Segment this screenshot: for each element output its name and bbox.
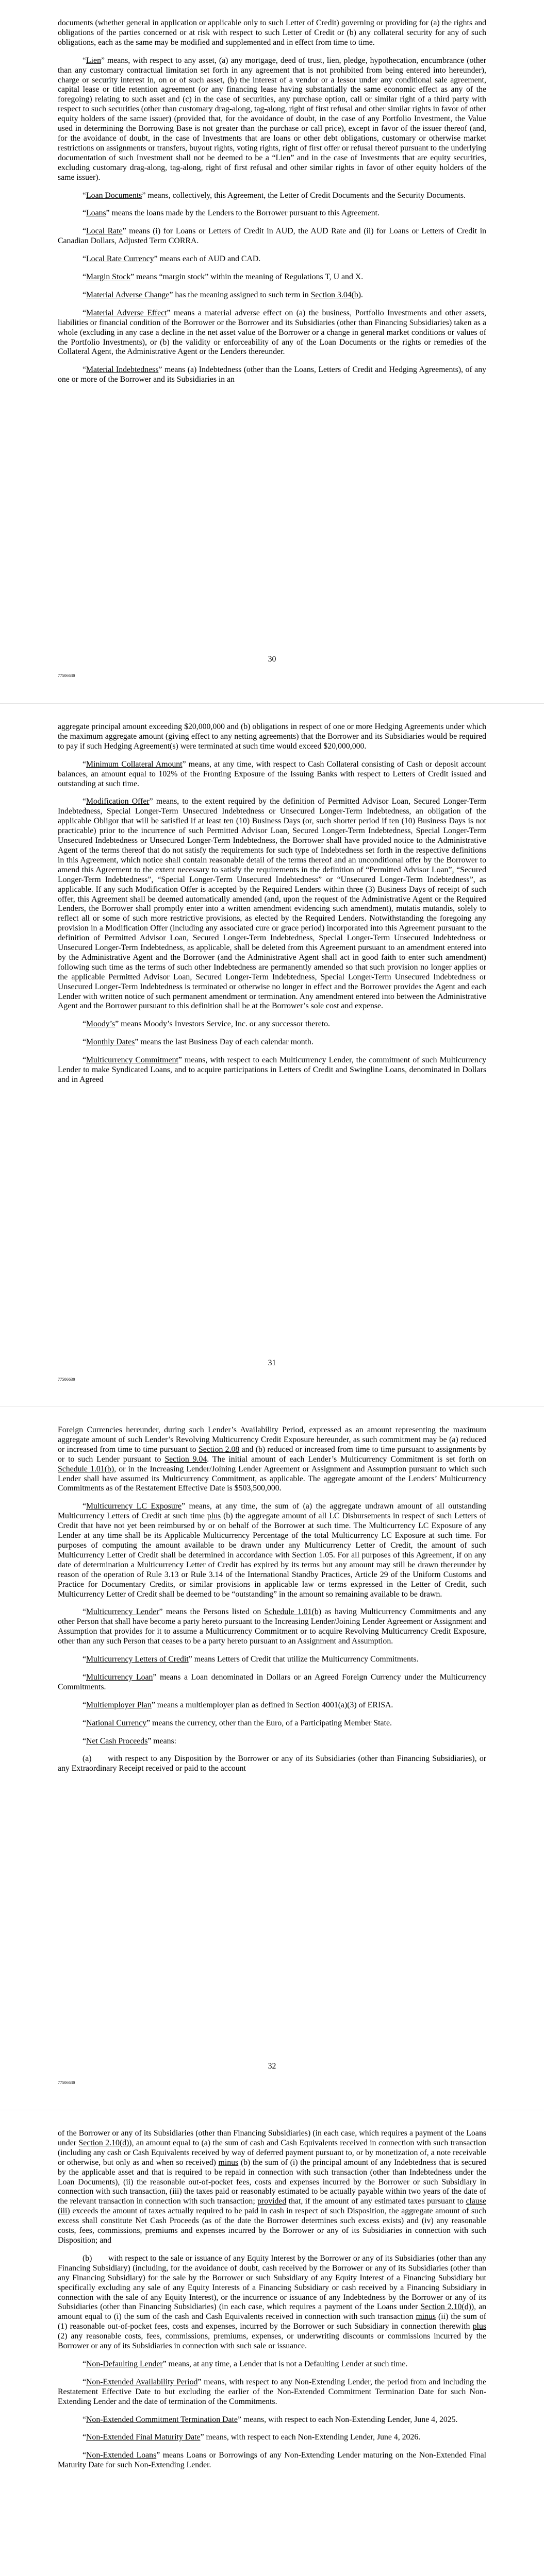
underlined-term: Material Adverse Effect [86,308,167,317]
text-run: “ [83,1718,87,1727]
definition-paragraph [58,56,486,183]
definition-paragraph [58,1502,486,1599]
text-run: as having Multicurrency Commitments and any other Person that shall have become a party hereto pursuant to the Increasing Lender/Joining Lender Agreement or Assignment and Assumption that provides for it to assume a Multicurrency Commitment or to acquire Revolving Multicurrency Credit Exposure, other than any such Person that ceases to be a party hereto pursuant to an Assignment and Assumption. [58,1607,486,1646]
definition-paragraph [58,365,486,385]
text-run: ” means the loans made by the Lenders to the Borrower pursuant to this Agreement. [106,209,380,218]
text-run: “ [83,56,87,65]
document-id: 77506630 [58,1377,75,1382]
underlined-term: Local Rate Currency [86,255,154,264]
underlined-term: Section 2.10(d) [420,2302,471,2312]
page-32 [0,1406,544,2110]
body-paragraph [58,1426,486,1494]
definition-paragraph [58,1655,486,1665]
underlined-term: Section 2.10(d) [78,2138,129,2147]
definition-paragraph [58,209,486,218]
text-run: “ [83,1056,87,1065]
text-run: aggregate principal amount exceeding $20,000,000 and (b) obligations in respect of one or more Hedging Agreements under which the maximum aggregate amount (giving effect to any netting agreements) that the Borrower and its Subsidiaries would be required to pay if such Hedging Agreement(s) were terminated at such time would exceed $20,000,000. [58,722,486,751]
text-run: “ [83,209,87,218]
underlined-term: Loans [86,209,106,218]
definition-paragraph [58,227,486,246]
text-run: ” means Moody’s Investors Service, Inc. or any successor thereto. [115,1020,330,1029]
definition-paragraph [58,1056,486,1085]
text-run: . [361,290,363,299]
definition-paragraph [58,191,486,201]
underlined-term: plus [472,2322,486,2331]
text-run: that, if the amount of any estimated taxes pursuant to [286,2197,466,2206]
text-run: ” means, at any time, a Lender that is not a Defaulting Lender at such time. [162,2359,408,2368]
body-paragraph [58,19,486,48]
text-run: ” means “margin stock” within the meaning of Regulations T, U and X. [130,273,364,282]
text-run: (a) with respect to any Disposition by the Borrower or any of its Subsidiaries (other than Financing Subsidiaries), or any Extraordinary Receipt received or paid to the account [58,1754,486,1773]
underlined-term: Multicurrency Commitment [86,1056,178,1065]
text-run: ” means, with respect to any Non-Extending Lender, the period from and including the Restatement Effective Date to but excluding the earlier of the Non-Extended Commitment Termination Date for such Non-Extending Lender and the date of termination of the Commitments. [58,2377,486,2406]
definition-paragraph [58,2433,486,2443]
body-paragraph [58,722,486,752]
text-run: “ [83,308,87,317]
definition-paragraph [58,1673,486,1692]
text-run: ” means, with respect to each Multicurrency Lender, the commitment of such Multicurrency Lender to make Syndicated Loans, and to acquire participations in Letters of Credit and Swingline Loans, denominated in Dollars and in Agreed [58,1056,487,1084]
underlined-term: Multicurrency LC Exposure [86,1502,182,1511]
underlined-term: Multicurrency Lender [86,1607,159,1617]
definition-paragraph [58,1607,486,1647]
text-run: of the Borrower or any of its Subsidiaries (other than Financing Subsidiaries) (in each case, which requires a payment of the Loans under [58,2129,486,2147]
underlined-term: minus [218,2158,239,2167]
underlined-term: Multicurrency Loan [86,1672,153,1682]
text-run: “ [83,2377,87,2386]
text-run: “ [83,191,87,200]
text-run: ” means, with respect to each Non-Extending Lender, June 4, 2026. [200,2433,421,2442]
underlined-term: Schedule 1.01(b) [264,1607,322,1617]
underlined-term: Lien [86,56,101,65]
text-run: ” means, to the extent required by the definition of Permitted Advisor Loan, Secured Longer-Term Indebtedness, Special Longer-Term Unsecured Indebtedness or Unsecured Longer-Term Indebtedness, an obligation of the applicable Obligor that will be satisfied if at least ten (10) Business Days (or, such shorter period if ten (10) Business Days is not practicable) prior to the incurrence of such Permitted Advisor Loan, Secured Longer-Term Indebtedness, Special Longer-Term Unsecured Indebtedness or Unsecured Longer-Term Indebtedness, the Borrower shall have provided notice to the Administrative Agent of the terms thereof that do not satisfy the requirements for such type of Indebtedness set forth in the respective definitions in this Agreement, which notice shall contain reasonable detail of the terms thereof and an unconditional offer by the Borrower to amend this Agreement to the extent necessary to satisfy the requirements in the definition of “Permitted Advisor Loan”, “Secured Longer-Term Indebtedness”, “Special Longer-Term Unsecured Indebtedness” or “Unsecured Longer-Term Indebtedness”, as applicable. If any such Modification Offer is accepted by the Required Lenders within three (3) Business Days of receipt of such offer, this Agreement shall be deemed automatically amended (and, upon the request of the Administrative Agent or the Required Lenders, the Borrower shall promptly enter into a written amendment evidencing such amendment), mutatis mutandis, solely to reflect all or some of such more restrictive provisions, as elected by the Required Lenders. Notwithstanding the foregoing any provision in a Modification Offer (including any associated cure or grace period) incorporated into this Agreement pursuant to the definition of Permitted Advisor Loan, Secured Longer-Term Indebtedness, Special Longer-Term Unsecured Indebtedness or Unsecured Longer-Term Indebtedness, as applicable, shall be deleted from this Agreement pursuant to an amendment entered into by the Administrative Agent and the Borrower (and the Administrative Agent shall act in good faith to enter such amendment) following such time as the terms of such other Indebtedness are permanently amended so that such provision no longer applies or the applicable Permitted Advisor Loan, Secured Longer-Term Indebtedness, Special Longer-Term Unsecured Indebtedness or Unsecured Longer-Term Indebtedness is terminated or otherwise no longer in effect and the Borrower provides the Agent and each Lender with written notice of such permanent amendment or termination. Any amendment entered into between the Administrative Agent and the Borrower pursuant to this definition shall be at the Borrower’s sole cost and expense. [58,797,486,1011]
text-run: ” means a material adverse effect on (a) the business, Portfolio Investments and other assets, liabilities or financial condition of the Borrower or the Borrower and its Subsidiaries (other than Financing Subsidiaries) taken as a whole (excluding in any case a decline in the net asset value of the Borrower or a change in general market conditions or values of the Portfolio Investments), or (b) the validity or enforceability of any of the Loan Documents or the rights or remedies of the Collateral Agent, the Administrative Agent or the Lenders thereunder. [58,308,486,357]
text-run: Foreign Currencies hereunder, during such Lender’s Availability Period, expressed as an amount representing the maximum aggregate amount of such Lender’s Revolving Multicurrency Credit Exposure hereunder, as such commitment may be (a) reduced or increased from time to time pursuant to [58,1426,486,1454]
underlined-term: plus [207,1512,221,1521]
text-run: (ii) the sum of (1) reasonable out-of-pocket fees, costs and expenses, incurred by the Borrower or such Subsidiary in connection therewith [58,2312,486,2331]
underlined-term: Non-Extended Loans [86,2451,157,2460]
definition-paragraph [58,2451,486,2470]
text-run: ” means Letters of Credit that utilize the Multicurrency Commitments. [188,1655,419,1664]
underlined-term: Material Indebtedness [86,365,159,375]
text-run: ” means, at any time, with respect to Cash Collateral consisting of Cash or deposit account balances, an amount equal to 102% of the Fronting Exposure of the Issuing Banks with respect to Letters of Credit issued and outstanding at such time. [58,759,486,788]
underlined-term: National Currency [86,1718,147,1727]
text-run: and (b) reduced or increased from time to time pursuant to assignments by or to such Lender pursuant to [58,1445,486,1464]
text-run: ” means, with respect to any asset, (a) any mortgage, deed of trust, lien, pledge, hypothecation, encumbrance (other than any customary contractual limitation set forth in any agreement that is not prohibited from being entered into hereunder), charge or security interest in, on or of such asset, (b) the interest of a vendor or a lessor under any conditional sale agreement, capital lease or title retention agreement (or any financing lease having substantially the same economic effect as any of the foregoing) relating to such asset and (c) in the case of securities, any purchase option, call or similar right of a third party with respect to such securities (other than customary drag-along, tag-along, right of first refusal and other similar rights in favor of other equity holders of the same issuer) (provided that, for the avoidance of doubt, in the case of any Portfolio Investment, the Value used in determining the Borrowing Base is not greater than the purchase or call price), except in favor of the issuer thereof (and, for the avoidance of doubt, in the case of Investments that are loans or other debt obligations, customary or otherwise market restrictions on assignments or transfers, buyout rights, voting rights, right of first offer or refusal thereof pursuant to the underlying documentation of such Investment shall not be deemed to be a “Lien” and in the case of Investments that are equity securities, excluding customary drag-along, tag-along, right of first refusal and other similar rights in favor of other equity holders of the same issuer). [58,56,486,182]
underlined-term: Material Adverse Change [86,290,170,299]
underlined-term: Local Rate [86,227,123,236]
text-run: (b) the aggregate amount of all LC Disbursements in respect of such Letters of Credit that have not yet been reimbursed by or on behalf of the Borrower at such time. The Multicurrency LC Exposure of any Lender at any time shall be its Applicable Multicurrency Percentage of the total Multicurrency LC Exposure at such time. For purposes of computing the amount available to be drawn under any Multicurrency Letter of Credit, the amount of such Multicurrency Letter of Credit shall be determined in accordance with Section 1.05. For all purposes of this Agreement, if on any date of determination a Multicurrency Letter of Credit has expired by its terms but any amount may still be drawn thereunder by reason of the operation of Rule 3.13 or Rule 3.14 of the International Standby Practices, Article 29 of the Uniform Customs and Practice for Documentary Credits, or similar provisions in applicable law or terms expressed in the Letter of Credit, such Multicurrency Letter of Credit shall be deemed to be “outstanding” in the amount so remaining available to be drawn. [58,1512,486,1599]
underlined-term: Monthly Dates [86,1038,135,1047]
text-run: “ [83,255,87,264]
definition-paragraph [58,760,486,789]
text-run: ” means the currency, other than the Euro, of a Participating Member State. [146,1718,392,1727]
underlined-term: Loan Documents [86,191,142,200]
underlined-term: Section 9.04 [164,1454,207,1464]
page-33 [0,2110,544,2576]
definition-paragraph [58,1737,486,1747]
text-run: “ [83,1672,87,1682]
text-run: ” means (i) for Loans or Letters of Credit in AUD, the AUD Rate and (ii) for Loans or Letters of Credit in Canadian Dollars, Adjusted Term CORRA. [58,227,486,246]
text-run: ” means a Loan denominated in Dollars or an Agreed Foreign Currency under the Multicurrency Commitments. [58,1672,486,1691]
underlined-term: Schedule 1.01(b) [58,1464,114,1473]
definition-paragraph [58,255,486,264]
text-run: ” means the Persons listed on [159,1607,265,1617]
text-run: “ [83,1020,87,1029]
underlined-term: Non-Extended Final Maturity Date [86,2433,201,2442]
text-run: ” means Loans or Borrowings of any Non-Extending Lender maturing on the Non-Extended Final Maturity Date for such Non-Extending Lender. [58,2451,486,2470]
text-run: “ [83,1736,87,1745]
underlined-term: Non-Extended Commitment Termination Date [86,2415,238,2424]
text-run: “ [83,365,87,375]
underlined-term: Multiemployer Plan [86,1700,152,1709]
text-run: ” means the last Business Day of each calendar month. [135,1038,314,1047]
text-run: , or in the Increasing Lender/Joining Lender Agreement or Assignment and Assumption pursuant to which such Lender shall have assumed its Multicurrency Commitment, as applicable. The aggregate amount of the Lenders’ Multicurrency Commitments as of the Restatement Effective Date is $503,500,000. [58,1464,487,1493]
text-run: ” means, collectively, this Agreement, the Letter of Credit Documents and the Security Documents. [142,191,466,200]
underlined-term: minus [416,2312,436,2321]
text-run: ), an amount equal to (a) the sum of cash and Cash Equivalents received in connection with such transaction (including any cash or Cash Equivalents received by way of deferred payment pursuant to, or by monetization of, a note receivable or otherwise, but only as and when so received) [58,2138,486,2167]
definition-paragraph [58,2360,486,2369]
text-run: “ [83,1655,87,1664]
underlined-term: Non-Extended Availability Period [86,2377,198,2386]
definition-paragraph [58,291,486,300]
text-run: “ [83,797,87,806]
body-paragraph [58,2129,486,2246]
underlined-term: Margin Stock [86,273,131,282]
underlined-term: Multicurrency Letters of Credit [86,1655,189,1664]
definition-paragraph [58,2415,486,2425]
page-number: 30 [268,655,276,664]
definition-paragraph [58,273,486,282]
underlined-term: Section 3.04(b) [310,290,361,299]
text-run: “ [83,1700,87,1709]
text-run: ” means each of AUD and CAD. [154,255,261,264]
underlined-term: Section 2.08 [198,1445,240,1454]
underlined-term: provided [257,2197,287,2206]
text-run: “ [83,2451,87,2460]
text-run: “ [83,2433,87,2442]
underlined-term: Net Cash Proceeds [86,1736,148,1745]
body-paragraph [58,2254,486,2351]
body-paragraph [58,1754,486,1774]
text-run: “ [83,1038,87,1047]
definition-paragraph [58,1701,486,1710]
definition-paragraph [58,1020,486,1029]
definition-paragraph [58,2378,486,2407]
text-run: (b) with respect to the sale or issuance of any Equity Interest by the Borrower or any of its Subsidiaries (other than any Financing Subsidiary) (including, for the avoidance of doubt, cash received by the Borrower or any of its Subsidiaries (other than any Financing Subsidiary) for the sale by the Borrower or such Subsidiary of any Equity Interest of a Financing Subsidiary but specifically excluding any sale of any Equity Interests of a Financing Subsidiary or cash received by a Financing Subsidiary in connection with the sale of any Equity Interest), or the incurrence or issuance of any Indebtedness by the Borrower or any of its Subsidiaries (other than Financing Subsidiaries) (in each case, which requires a payment of the Loans under [58,2253,486,2312]
text-run: “ [83,290,87,299]
text-run: ” means a multiemployer plan as defined in Section 4001(a)(3) of ERISA. [151,1700,393,1709]
text-run: ), an amount equal to (i) the sum of the cash and Cash Equivalents received in connection with such transaction [58,2302,486,2321]
underlined-term: Modification Offer [86,797,150,806]
underlined-term: Non-Defaulting Lender [86,2359,163,2368]
text-run: ” means (a) Indebtedness (other than the Loans, Letters of Credit and Hedging Agreements), of any one or more of the Borrower and its Subsidiaries in an [58,365,486,384]
text-run: ” means, at any time, the sum of (a) the aggregate undrawn amount of all outstanding Multicurrency Letters of Credit at such time [58,1502,487,1521]
page-number: 32 [268,2062,276,2071]
page-30 [0,0,544,703]
definition-paragraph [58,1719,486,1728]
text-run: “ [83,1607,87,1617]
text-run: documents (whether general in application or applicable only to such Letter of Credit) governing or providing for (a) the rights and obligations of the parties concerned or at risk with respect to such Letter of Credit or (b) any collateral security for any of such obligations, each as the same may be modified and supplemented and in effect from time to time. [58,19,486,47]
document-id: 77506630 [58,2080,75,2085]
text-run: “ [83,759,87,769]
text-run: ” means: [147,1736,177,1745]
text-run: “ [83,227,87,236]
underlined-term: Minimum Collateral Amount [86,759,183,769]
text-run: “ [83,273,87,282]
definition-paragraph [58,1038,486,1047]
underlined-term: Moody’s [86,1020,116,1029]
document-id: 77506630 [58,673,75,678]
text-run: “ [83,2415,87,2424]
text-run: exceeds the amount of taxes actually required to be paid in cash in respect of such Disposition, the aggregate amount of such excess shall constitute Net Cash Proceeds (as of the date the Borrower determines such excess exists) and (iv) any reasonable costs, fees, commissions, premiums and expenses incurred by the Borrower or any of its Subsidiaries in connection with such Disposition; and [58,2207,486,2245]
text-run: (b) the sum of (i) the principal amount of any Indebtedness that is secured by the applicable asset and that is required to be repaid in connection with such transaction (other than Indebtedness under the Loan Documents), (ii) the reasonable out-of-pocket fees, costs and expenses incurred by the Borrower or such Subsidiary in connection with such transaction, (iii) the taxes paid or reasonably estimated to be actually payable within two years of the date of the relevant transaction in connection with such transaction; [58,2158,486,2206]
text-run: . The initial amount of each Lender’s Multicurrency Commitment is set forth on [207,1454,486,1464]
page-number: 31 [268,1359,276,1367]
text-run: (2) any reasonable costs, fees, commissions, premiums, expenses, or underwriting discounts or commissions incurred by the Borrower or any of its Subsidiaries in connection with such sale or issuance. [58,2332,486,2351]
text-run: “ [83,2359,87,2368]
page-31 [0,703,544,1406]
underlined-term: clause (iii) [58,2197,486,2216]
definition-paragraph [58,309,486,358]
text-run: “ [83,1502,87,1511]
text-run: ” means, with respect to each Non-Extending Lender, June 4, 2025. [237,2415,458,2424]
text-run: ” has the meaning assigned to such term in [169,290,311,299]
definition-paragraph [58,797,486,1011]
